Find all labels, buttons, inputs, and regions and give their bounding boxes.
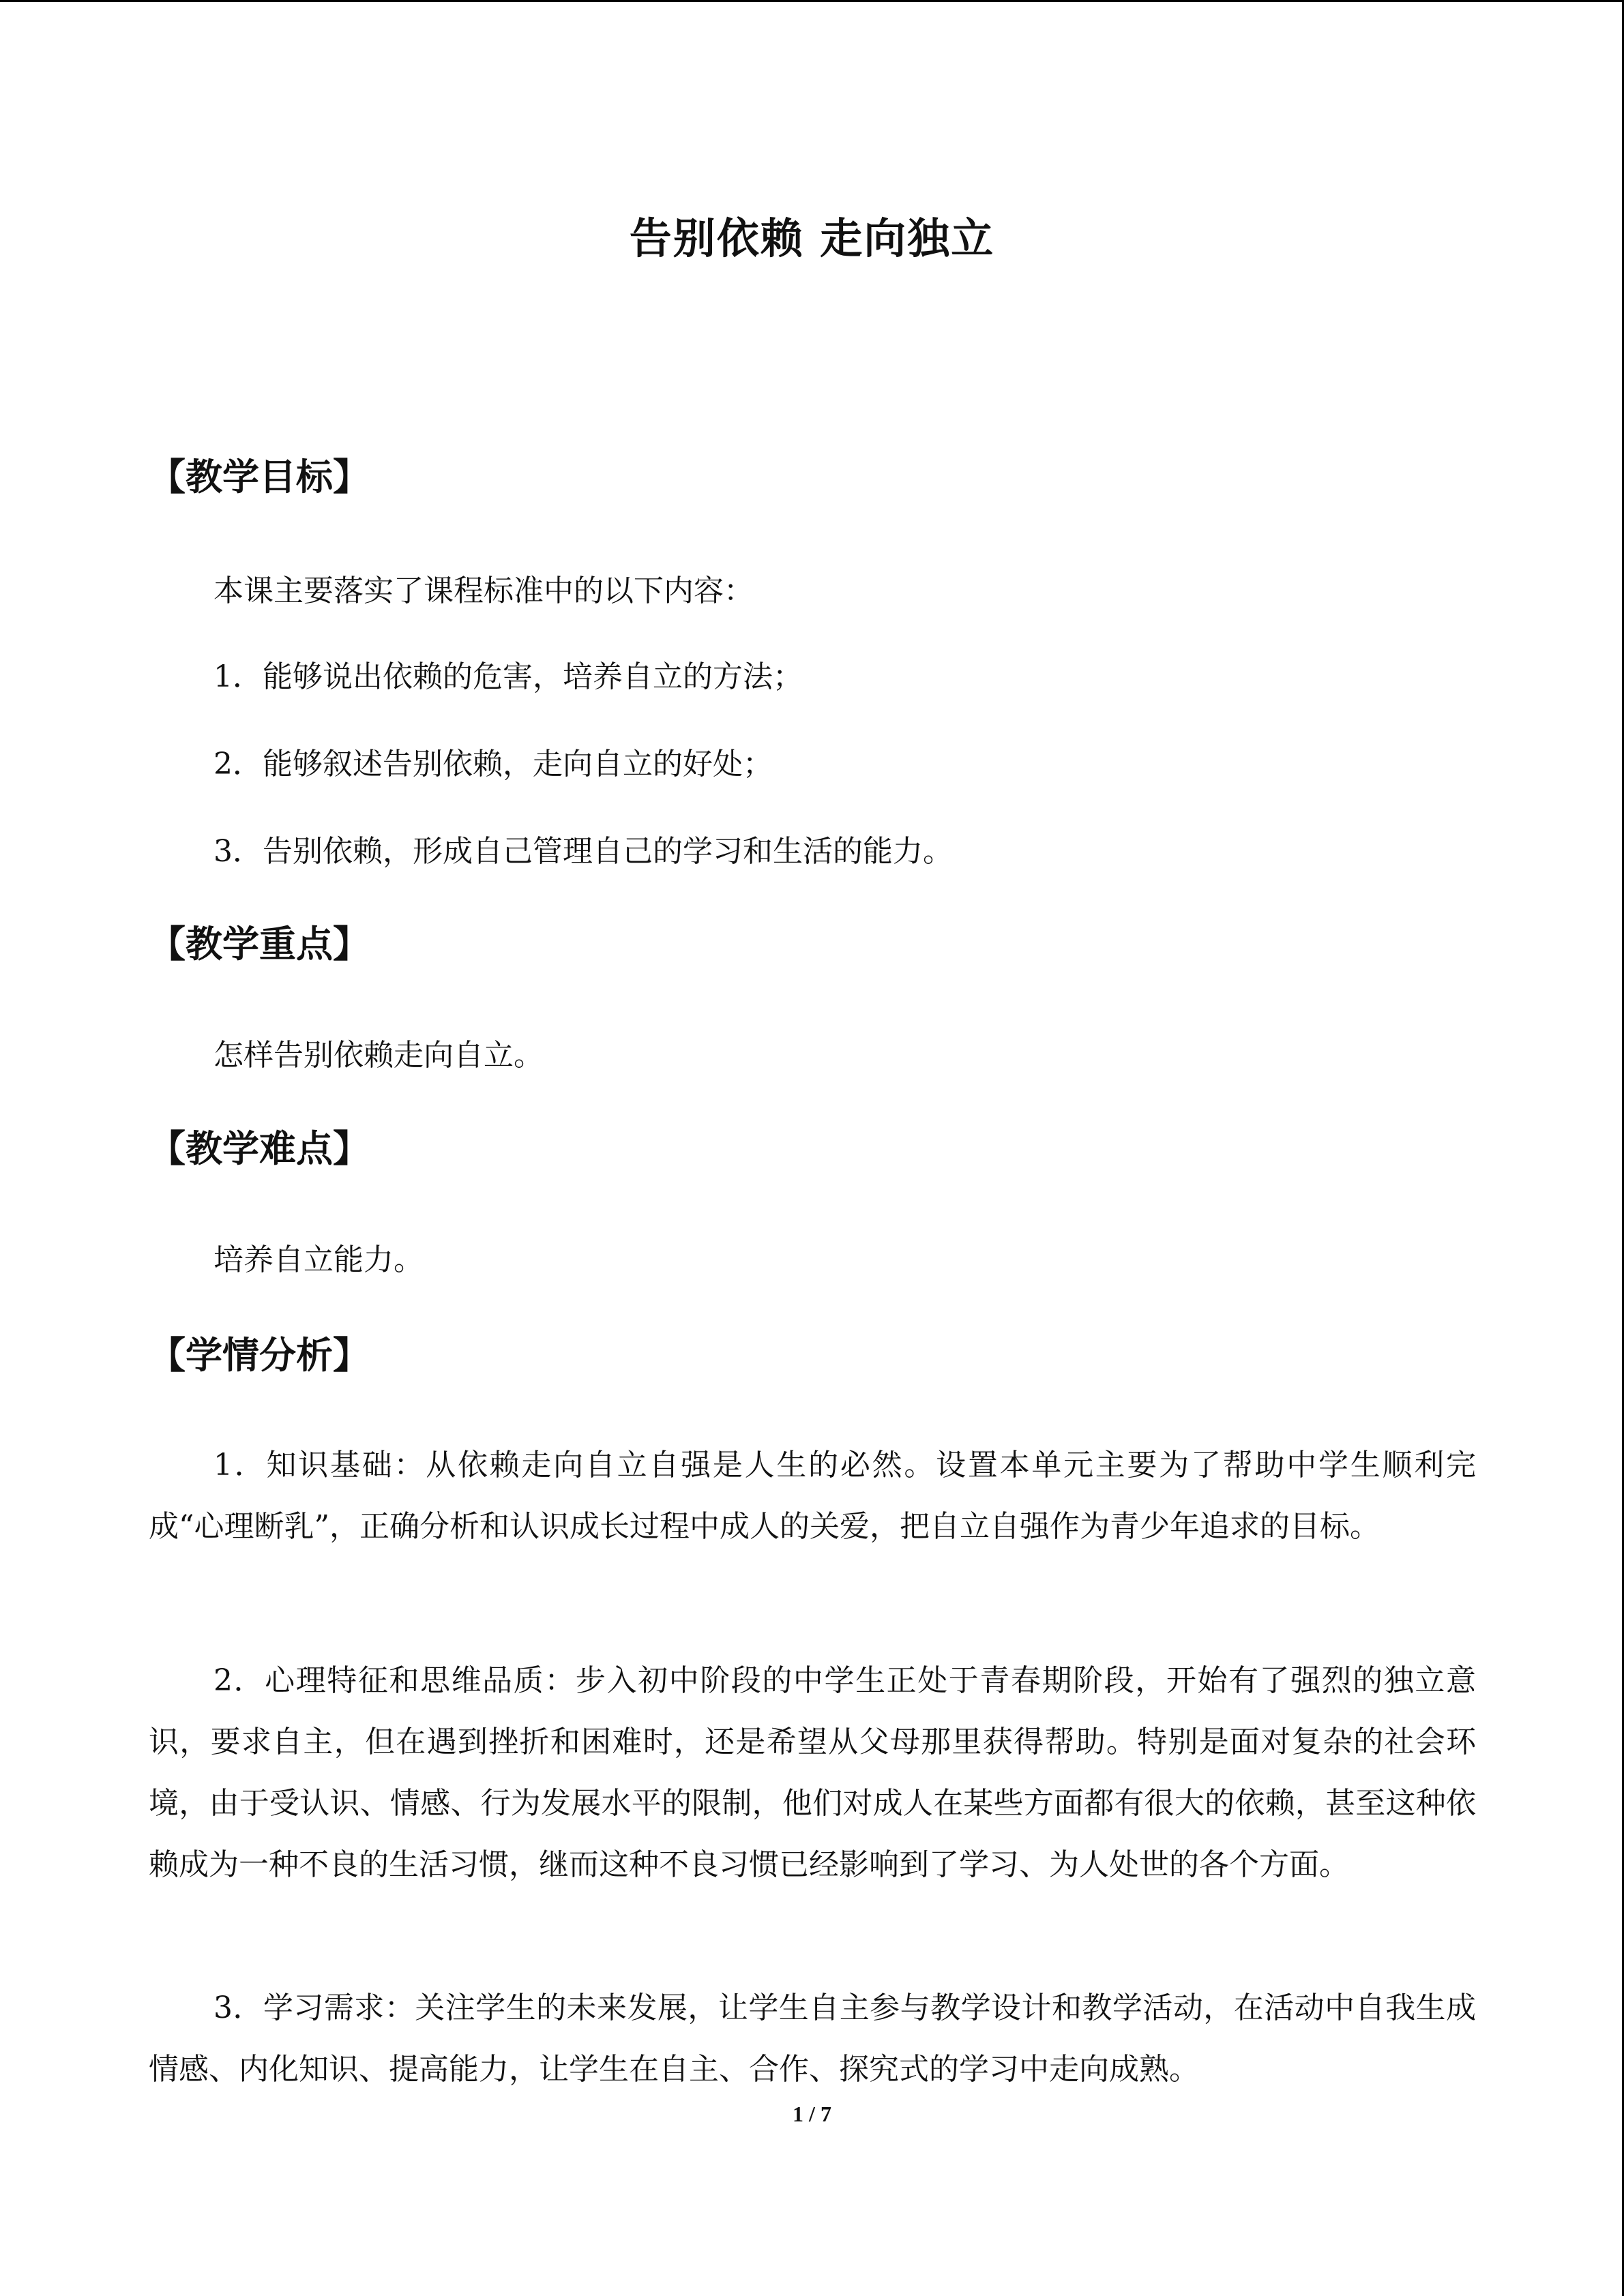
goals-item-3: 3．告别依赖，形成自己管理自己的学习和生活的能力。 xyxy=(213,834,953,869)
difficulties-text: 培养自立能力。 xyxy=(213,1242,424,1277)
section-heading-key-points: 【教学重点】 xyxy=(149,923,370,966)
section-heading-analysis: 【学情分析】 xyxy=(149,1334,370,1377)
key-points-text: 怎样告别依赖走向自立。 xyxy=(213,1038,544,1073)
analysis-paragraph-1: 1．知识基础：从依赖走向自立自强是人生的必然。设置本单元主要为了帮助中学生顺利完成“心理断乳”，正确分析和认识成长过程中成人的关爱，把自立自强作为青少年追求的目标。 xyxy=(149,1448,1476,1544)
section-heading-goals: 【教学目标】 xyxy=(149,456,370,498)
document-title: 告别依赖 走向独立 xyxy=(629,213,995,263)
analysis-paragraph-3: 3．学习需求：关注学生的未来发展，让学生自主参与教学设计和教学活动，在活动中自我生成情感、内化知识、提高能力，让学生在自主、合作、探究式的学习中走向成熟。 xyxy=(149,1991,1476,2087)
goals-item-2: 2．能够叙述告别依赖，走向自立的好处； xyxy=(213,747,773,781)
analysis-paragraph-2: 2．心理特征和思维品质：步入初中阶段的中学生正处于青春期阶段，开始有了强烈的独立意识，要求自主，但在遇到挫折和困难时，还是希望从父母那里获得帮助。特别是面对复杂的社会环境，由于受认识、情感、行为发展水平的限制，他们对成人在某些方面都有很大的依赖，甚至这种依赖成为一种不良的生活习惯，继而这种不良习惯已经影响到了学习、为人处世的各个方面。 xyxy=(149,1663,1476,1882)
goals-item-1: 1．能够说出依赖的危害，培养自立的方法； xyxy=(213,659,803,694)
goals-intro: 本课主要落实了课程标准中的以下内容： xyxy=(213,573,754,608)
page-number: 1 / 7 xyxy=(793,2102,831,2126)
section-heading-difficulties: 【教学难点】 xyxy=(149,1127,370,1170)
